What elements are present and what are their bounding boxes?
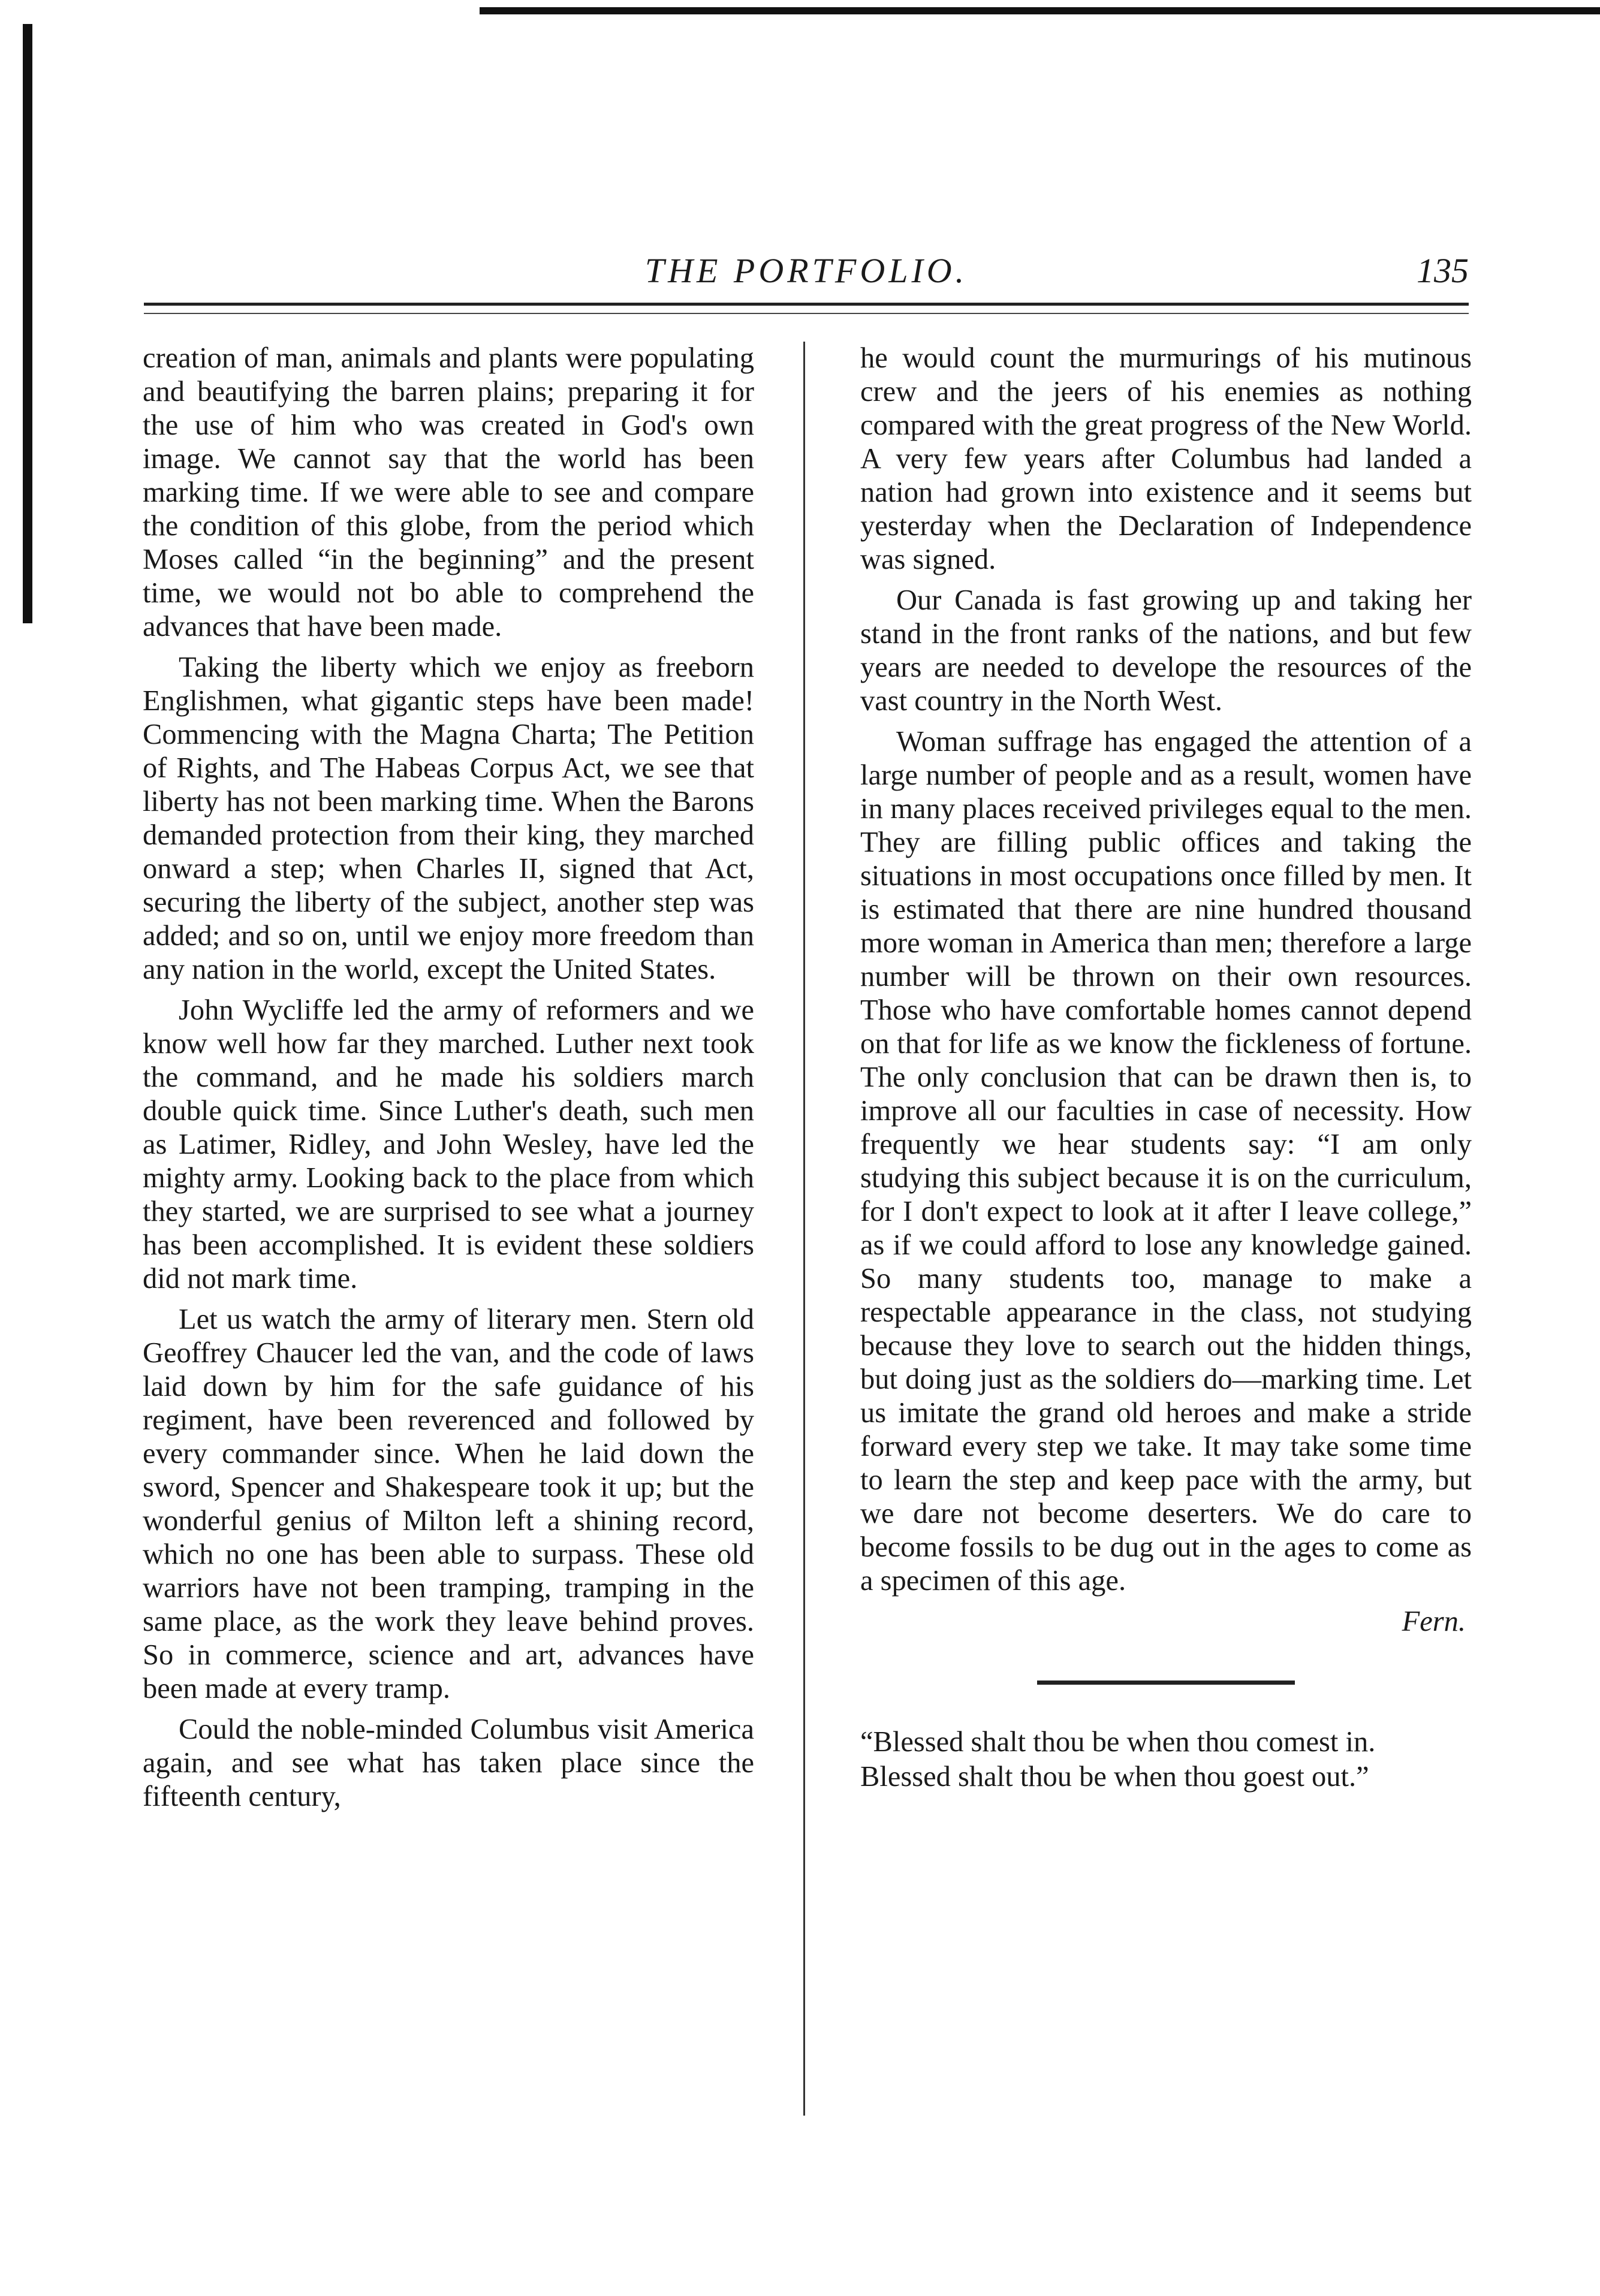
header-rule: [144, 303, 1469, 306]
author-signature: Fern.: [1402, 1606, 1466, 1637]
verse-line: “Blessed shalt thou be when thou comest in.: [860, 1726, 1376, 1758]
paragraph: creation of man, animals and plants were populating and beautifying the barren plains; preparing it for the use of him who was created in God's own image. We cannot say that the world has been marking time. If we were able to see and compare the condition of this globe, from the period which Moses called “in the beginning” and the present time, we would not bo able to comprehend the advances that have been made.: [143, 342, 754, 642]
left-column: [143, 342, 754, 1821]
right-column: [860, 342, 1472, 1794]
running-title: THE PORTFOLIO.: [644, 251, 968, 290]
verse-line: Blessed shalt thou be when thou goest out.”: [860, 1761, 1369, 1793]
paragraph: Could the noble-minded Columbus visit America again, and see what has taken place since the fifteenth century,: [143, 1713, 754, 1812]
top-border-rule: [480, 7, 1600, 14]
paragraph: Taking the liberty which we enjoy as freeborn Englishmen, what gigantic steps have been made! Commencing with the Magna Charta; The Petition of Rights, and The Habeas Corpus Act, we see that liberty has not been marking time. When the Barons demanded protection from their king, they marched onward a step; when Charles II, signed that Act, securing the liberty of the subject, another step was added; and so on, until we enjoy more freedom than any nation in the world, except the United States.: [143, 651, 754, 985]
paragraph: Our Canada is fast growing up and taking her stand in the front ranks of the nations, and but few years are needed to develope the resources of the vast country in the North West.: [860, 584, 1472, 717]
paragraph: John Wycliffe led the army of reformers and we know well how far they marched. Luther next took the command, and he made his soldiers march double quick time. Since Luther's death, such men as Latimer, Ridley, and John Wesley, have led the mighty army. Looking back to the place from which they started, we are surprised to see what a journey has been accomplished. It is evident these soldiers did not mark time.: [143, 994, 754, 1295]
section-separator-rule: [1037, 1680, 1295, 1685]
left-edge-bar: [23, 24, 32, 623]
header-rule-thin: [144, 313, 1469, 314]
page-number: 135: [1417, 251, 1469, 290]
column-divider: [803, 342, 805, 2116]
paragraph: Let us watch the army of literary men. Stern old Geoffrey Chaucer led the van, and the code of laws laid down by him for the safe guidance of his regiment, have been reverenced and followed by every commander since. When he laid down the sword, Spencer and Shakespeare took it up; but the wonderful genius of Milton left a shining record, which no one has been able to surpass. These old warriors have not been tramping, tramping in the same place, as the work they leave behind proves. So in commerce, science and art, advances have been made at every tramp.: [143, 1304, 754, 1704]
paragraph: Woman suffrage has engaged the attention of a large number of people and as a result, women have in many places received privileges equal to the men. They are filling public offices and taking the situations in most occupations once filled by men. It is estimated that there are nine hundred thousand more woman in America than men; therefore a large number will be thrown on their own resources. Those who have comfortable homes cannot depend on that for life as we know the fickleness of fortune. The only conclusion that can be drawn then is, to improve all our faculties in case of necessity. How frequently we hear students say: “I am only studying this subject because it is on the curriculum, for I don't expect to look at it after I leave college,” as if we could afford to lose any knowledge gained. So many students too, manage to make a respectable appearance in the class, not studying because they love to search out the hidden things, but doing just as the soldiers do—marking time. Let us imitate the grand old heroes and make a stride forward every step we take. It may take some time to learn the step and keep pace with the army, but we dare not become deserters. We do care to become fossils to be dug out in the ages to come as a specimen of this age.: [860, 726, 1472, 1597]
page-header: [144, 251, 1469, 298]
paragraph: he would count the murmurings of his mutinous crew and the jeers of his enemies as nothing compared with the great progress of the New World. A very few years after Columbus had landed a nation had grown into existence and it seems but yesterday when the Declaration of Independence was signed.: [860, 342, 1472, 575]
